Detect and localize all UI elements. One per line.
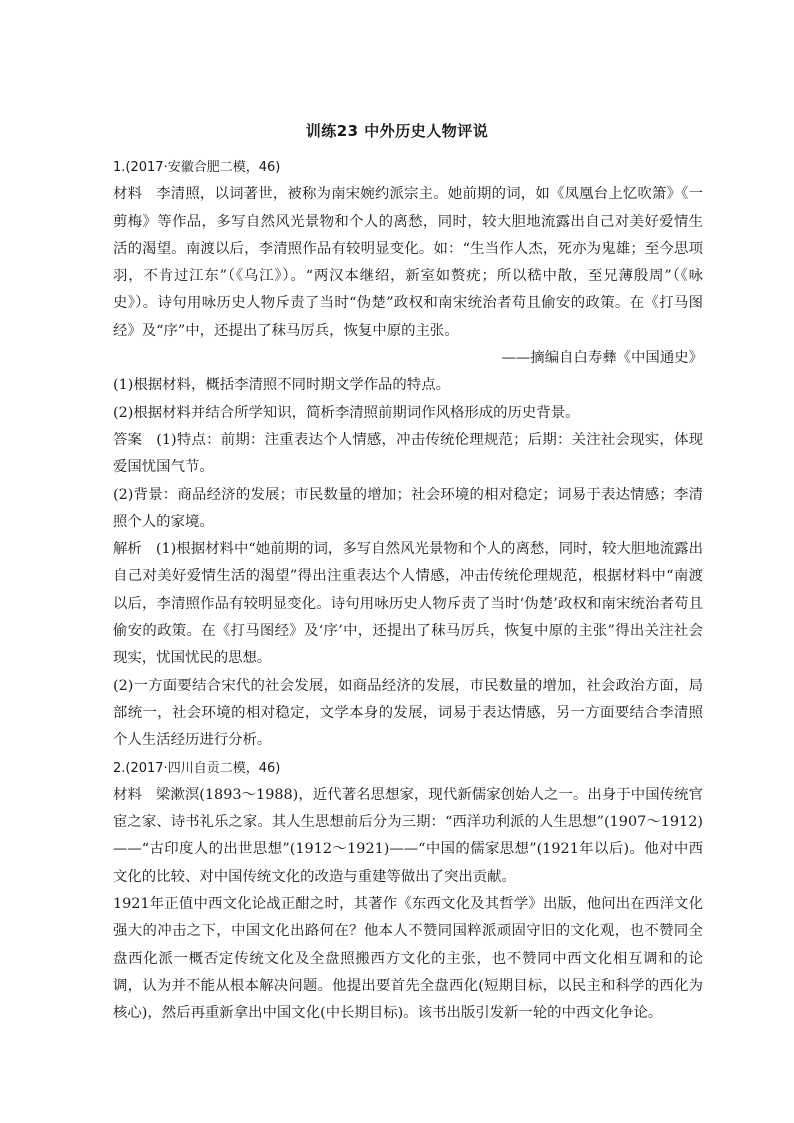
question-1-sub-2: (2)根据材料并结合所学知识，简析李清照前期词作风格形成的历史背景。	[113, 404, 580, 421]
material-label: 材料	[113, 186, 143, 203]
material-text: 李清照，以词著世，被称为南宋婉约派宗主。她前期的词，如《凤凰台上忆吹箫》《一剪梅》等作品，多写自然风光景物和个人的离愁，同时，较大胆地流露出自己对美好爱情生活的渴望。南渡以后，李清照作品有较明显变化。如：“生当作人杰，死亦为鬼雄；至今思项羽，不肯过江东”（《乌江》）。“两汉本继绍，新室如赘疣；所以嵇中散，至兄薄殷周”（《咏史》）。诗句用咏历史人物斥责了当时“伪楚”政权和南宋统治者苟且偷安的政策。在《打马图经》及“序”中，还提出了秣马厉兵，恢复中原的主张。	[113, 186, 703, 339]
analysis-text-1: (1)根据材料中“她前期的词，多写自然风光景物和个人的离愁，同时，较大胆地流露出自己对美好爱情生活的渴望”得出注重表达个人情感，冲击传统伦理规范，根据材料中“南渡以后，李清照作品有较明显变化。诗句用咏历史人物斥责了当时‘伪楚’政权和南宋统治者苟且偷安的政策。在《打马图经》及‘序’中，还提出了秣马厉兵，恢复中原的主张”得出关注社会现实，忧国忧民的思想。	[113, 541, 703, 667]
material-text: 梁漱溟(1893～1988)，近代著名思想家，现代新儒家创始人之一。出身于中国传统官宦之家、诗书礼乐之家。其人生思想前后分为三期：“西洋功利派的人生思想”(1907～1912)——“古印度人的出世思想”(1912～1921)——“中国的儒家思想”(1921年以后)。他对中西文化的比较、对中国传统文化的改造与重建等做出了突出贡献。	[113, 786, 703, 885]
page-title: 训练23 中外历史人物评说	[305, 122, 489, 140]
material-source: ——摘编自白寿彝《中国通史》	[501, 350, 703, 367]
question-1-answer-1	[113, 427, 703, 482]
question-1-answer-2: (2)背景：商品经济的发展；市民数量的增加；社会环境的相对稳定；词易于表达情感；李清照个人的家境。	[113, 486, 703, 530]
question-1-sub-1: (1)根据材料，概括李清照不同时期文学作品的特点。	[113, 377, 450, 394]
question-2-paragraph-2: 1921年正值中西文化论战正酣之时，其著作《东西文化及其哲学》出版，他问出在西洋文化强大的冲击之下，中国文化出路何在？他本人不赞同国粹派顽固守旧的文化观，也不赞同全盘西化派一概否定传统文化及全盘照搬西方文化的主张，也不赞同中西文化相互调和的论调，认为并不能从根本解决问题。他提出要首先全盘西化(短期目标，以民主和科学的西化为核心)，然后再重新拿出中国文化(中长期目标)。该书出版引发新一轮的中西文化争论。	[113, 896, 703, 1022]
analysis-label: 解析	[113, 541, 142, 558]
page-content	[113, 154, 703, 1028]
question-1-header: 1.(2017·安徽合肥二模，46)	[113, 160, 281, 175]
question-2-material	[113, 782, 703, 891]
question-2-header: 2.(2017·四川自贡二模，46)	[113, 760, 281, 776]
answer-label: 答案	[113, 431, 143, 448]
material-label: 材料	[113, 786, 142, 803]
question-1-analysis-2: (2)一方面要结合宋代的社会发展，如商品经济的发展，市民数量的增加，社会政治方面，局部统一，社会环境的相对稳定，文学本身的发展，词易于表达情感，另一方面要结合李清照个人生活经历进行分析。	[113, 677, 703, 749]
question-1-material	[113, 181, 703, 345]
answer-text-1: (1)特点：前期：注重表达个人情感，冲击传统伦理规范；后期：关注社会现实，体现爱国忧国气节。	[113, 431, 703, 476]
question-1-analysis-1	[113, 536, 703, 672]
